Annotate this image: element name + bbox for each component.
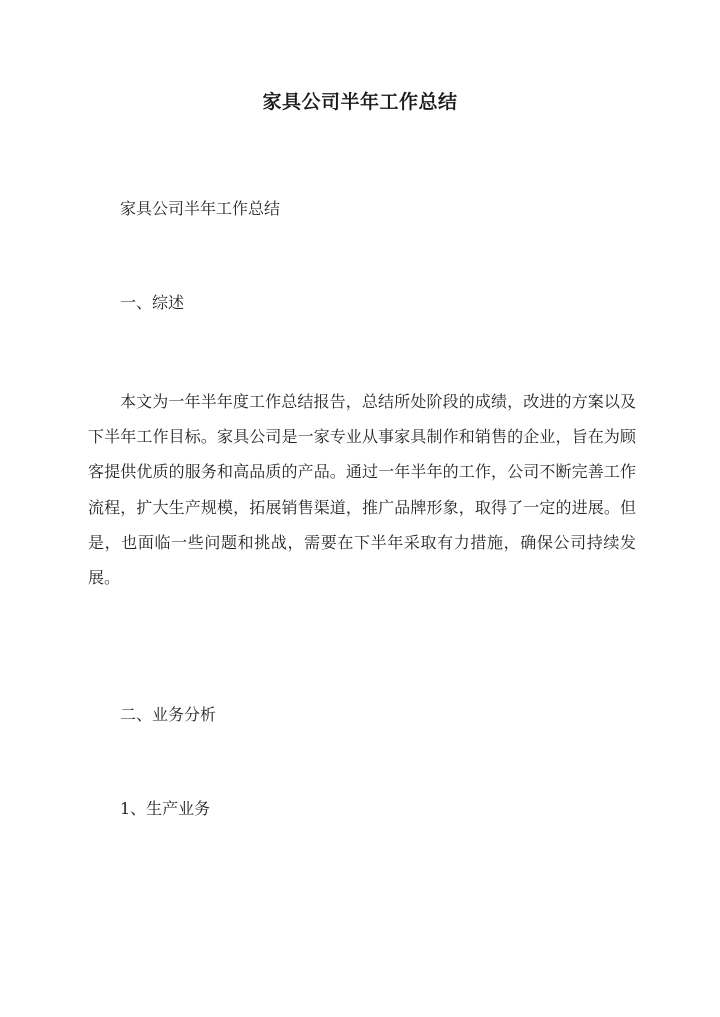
section-body-overview: 本文为一年半年度工作总结报告，总结所处阶段的成绩，改进的方案以及下半年工作目标。家具公司是一家专业从事家具制作和销售的企业，旨在为顾客提供优质的服务和高品质的产品。通过一年半年的工作，公司不断完善工作流程，扩大生产规模，拓展销售渠道，推广品牌形象，取得了一定的进展。但是，也面临一些问题和挑战，需要在下半年采取有力措施，确保公司持续发展。 — [88, 392, 636, 588]
section-heading-business-analysis: 二、业务分析 — [120, 705, 217, 724]
section-heading-overview: 一、综述 — [120, 293, 185, 312]
subsection-heading-production: 1、生产业务 — [120, 799, 211, 818]
document-title: 家具公司半年工作总结 — [262, 91, 458, 113]
document-subtitle: 家具公司半年工作总结 — [120, 199, 281, 218]
